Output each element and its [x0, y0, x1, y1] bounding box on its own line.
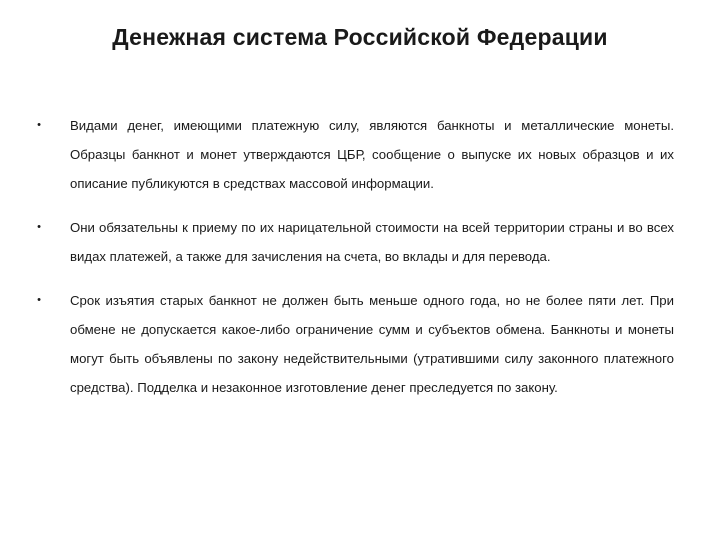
bullet-marker: •: [37, 221, 41, 233]
bullet-item-1: [0, 111, 720, 198]
bullet-item-2: [0, 213, 720, 271]
bullet-list: [0, 111, 720, 402]
bullet-item-3: [0, 286, 720, 402]
bullet-marker: •: [37, 294, 41, 306]
slide-title: Денежная система Российской Федерации: [112, 24, 608, 50]
bullet-text: Они обязательны к приему по их нарицательной стоимости на всей территории страны и во всех видах платежей, а также для зачисления на счета, во вклады и для перевода.: [70, 220, 674, 264]
bullet-text: Видами денег, имеющими платежную силу, являются банкноты и металлические монеты. Образцы банкнот и монет утверждаются ЦБР, сообщение о выпуске их новых образцов и их описание публикуются в средствах массовой информации.: [70, 118, 674, 191]
bullet-marker: •: [37, 119, 41, 131]
bullet-text: Срок изъятия старых банкнот не должен быть меньше одного года, но не более пяти лет. При обмене не допускается какое-либо ограничение сумм и субъектов обмена. Банкноты и монеты могут быть объявлены по закону недействительными (утратившими силу законного платежного средства). Подделка и незаконное изготовление денег преследуется по закону.: [70, 293, 674, 395]
